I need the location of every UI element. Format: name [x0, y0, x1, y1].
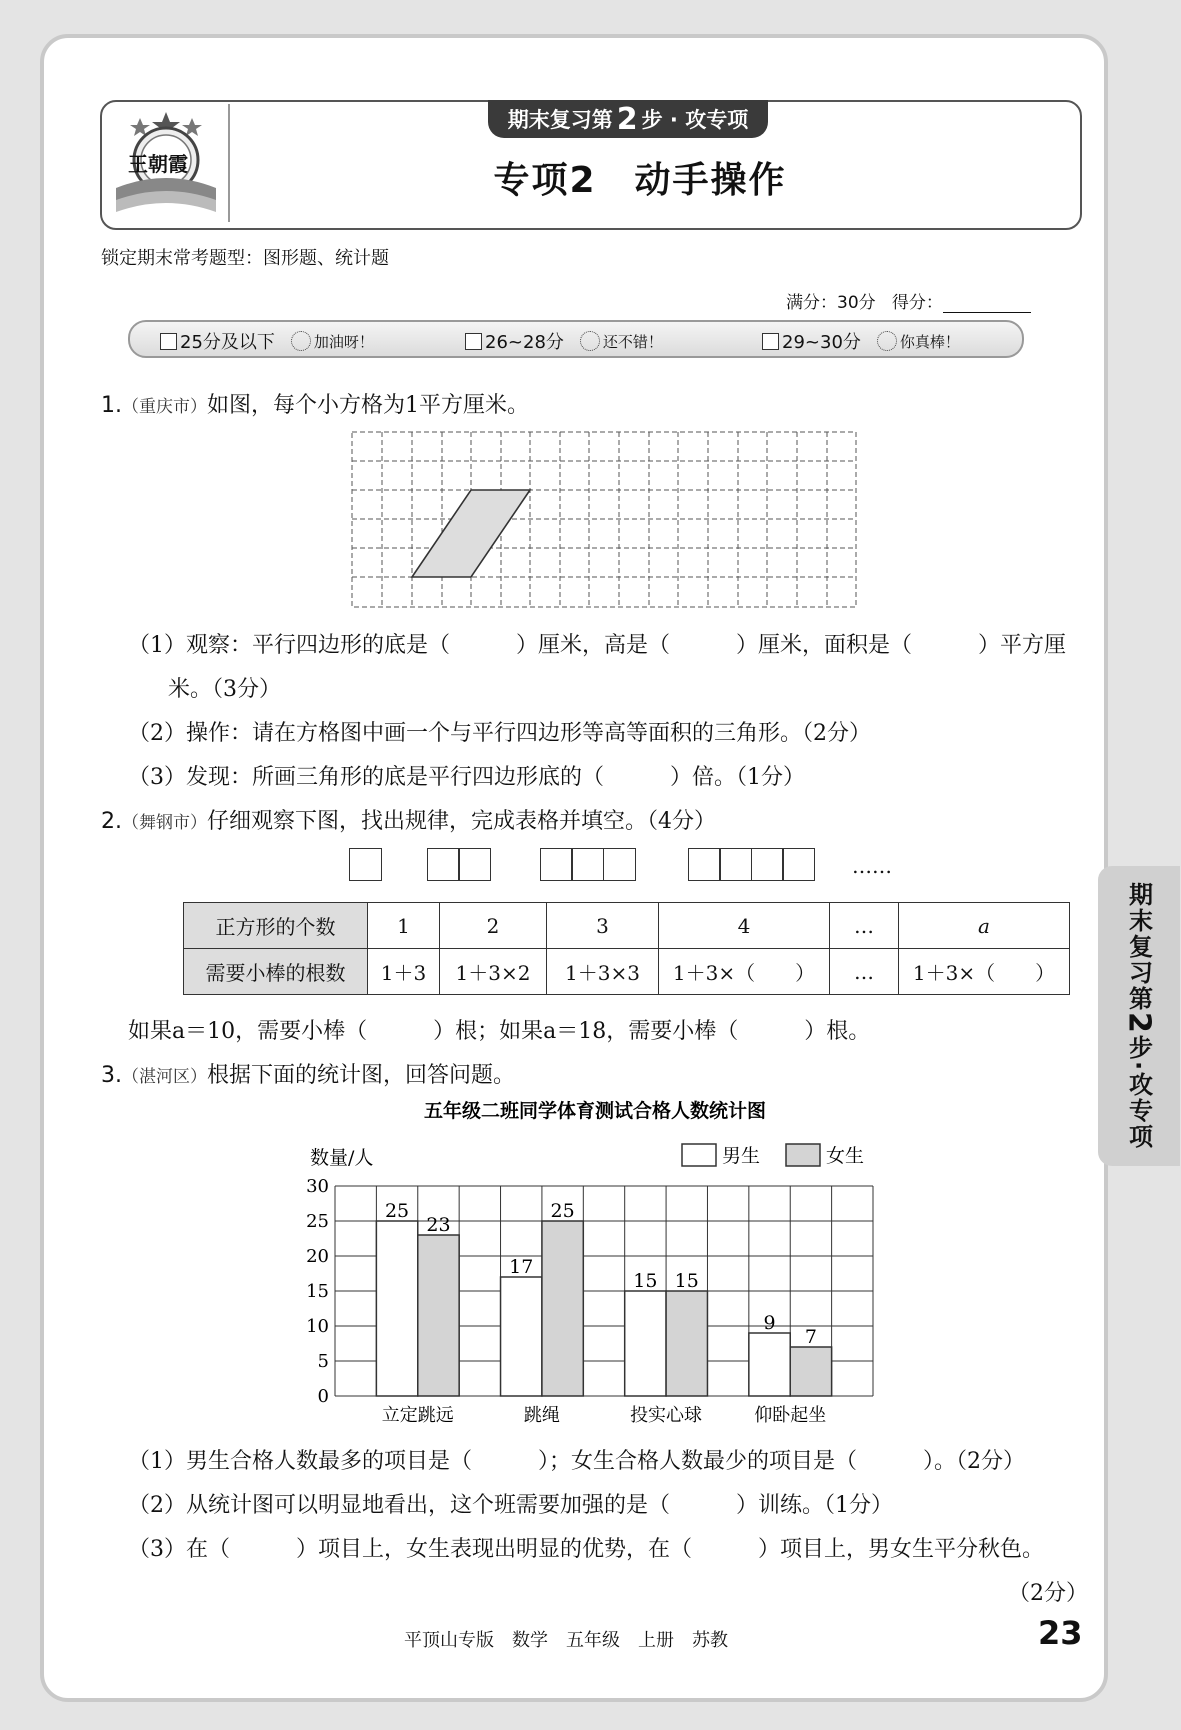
q3-number: 3. [101, 1063, 122, 1088]
table-cell: a [899, 903, 1070, 949]
q2-text: 仔细观察下图，找出规律，完成表格并填空。（4分） [207, 809, 716, 834]
table-cell-blank[interactable]: 1＋3×（ ） [659, 949, 830, 995]
table-cell: 1＋3 [368, 949, 440, 995]
eval-range: 26~28分 [485, 332, 564, 353]
square [540, 848, 573, 881]
eval-checkbox[interactable] [762, 333, 779, 350]
square [458, 848, 491, 881]
header-divider [228, 104, 230, 222]
score-line [786, 288, 1031, 313]
side-prefix: 期末复习第 [1124, 882, 1153, 1012]
footer: 平顶山专版 数学 五年级 上册 苏教 [404, 1630, 728, 1651]
eval-comment: 加油呀！ [313, 332, 374, 351]
eval-item [160, 328, 374, 354]
smiley-icon [877, 331, 897, 351]
q2-stem [101, 804, 716, 835]
step-number: 2 [616, 101, 638, 137]
bar-value-label: 17 [509, 1256, 534, 1278]
square [719, 848, 752, 881]
square [782, 848, 815, 881]
q2-number: 2. [101, 809, 122, 834]
eval-comment: 还不错！ [602, 332, 663, 351]
side-tab [1098, 866, 1180, 1166]
q3-part3-score: （2分） [1008, 1581, 1088, 1606]
page-number: 23 [1038, 1614, 1083, 1652]
logo-text: 王朝霞 [128, 152, 188, 176]
evaluation-bar [128, 320, 1024, 358]
side-number: 2 [1121, 1012, 1157, 1035]
legend-swatch-girls [786, 1144, 820, 1166]
y-tick-label: 15 [306, 1281, 329, 1302]
q3-part1[interactable]: （1）男生合格人数最多的项目是（ ）；女生合格人数最少的项目是（ ）。（2分） [128, 1449, 1025, 1474]
q1-number: 1. [101, 393, 122, 418]
y-axis-label: 数量/人 [310, 1147, 374, 1169]
y-tick-label: 0 [317, 1386, 329, 1407]
square [571, 848, 604, 881]
table-row [184, 949, 1070, 995]
bar-value-label: 9 [763, 1312, 776, 1334]
y-tick-label: 30 [306, 1176, 329, 1197]
x-category-label: 投实心球 [630, 1405, 703, 1426]
q2-source: （舞钢市） [122, 813, 207, 833]
eval-item [762, 328, 960, 354]
q1-part2: （2）操作：请在方格图中画一个与平行四边形等高等面积的三角形。（2分） [128, 721, 871, 746]
smiley-icon [291, 331, 311, 351]
q3-source: （湛河区） [122, 1067, 207, 1087]
square-pattern-3 [541, 848, 636, 882]
bar-value-label: 23 [426, 1214, 451, 1236]
bar-boys [501, 1277, 542, 1396]
y-tick-label: 5 [317, 1351, 329, 1372]
table-cell: 2 [440, 903, 547, 949]
bar-girls [790, 1347, 831, 1396]
square-pattern-1 [350, 848, 382, 882]
x-category-label: 仰卧起坐 [754, 1405, 827, 1426]
y-tick-label: 20 [306, 1246, 329, 1267]
grid-figure [350, 430, 860, 610]
table-cell: 1＋3×2 [440, 949, 547, 995]
bar-chart [290, 1092, 900, 1428]
step-suffix: 步 · 攻专项 [641, 108, 749, 132]
eval-checkbox[interactable] [465, 333, 482, 350]
score-blank[interactable] [943, 312, 1031, 313]
x-category-label: 跳绳 [523, 1405, 560, 1426]
legend-swatch-boys [682, 1144, 716, 1166]
row-header: 正方形的个数 [184, 903, 368, 949]
square-pattern-2 [428, 848, 491, 882]
bar-value-label: 15 [674, 1270, 699, 1292]
parallelogram [412, 490, 530, 577]
bar-value-label: 25 [550, 1200, 575, 1222]
page-title: 专项2 动手操作 [493, 160, 787, 201]
bar-boys [625, 1291, 666, 1396]
y-tick-label: 25 [306, 1211, 329, 1232]
score-label: 得分： [891, 293, 943, 313]
step-prefix: 期末复习第 [507, 108, 613, 132]
table-cell: 1＋3×3 [547, 949, 659, 995]
q2-fill[interactable]: 如果a＝10，需要小棒（ ）根；如果a＝18，需要小棒（ ）根。 [128, 1019, 871, 1044]
q1-text: 如图，每个小方格为1平方厘米。 [207, 393, 529, 418]
full-score: 满分：30分 [786, 293, 876, 313]
square [751, 848, 784, 881]
bar-boys [376, 1221, 417, 1396]
q3-part2[interactable]: （2）从统计图可以明显地看出，这个班需要加强的是（ ）训练。（1分） [128, 1493, 893, 1518]
q1-part3[interactable]: （3）发现：所画三角形的底是平行四边形底的（ ）倍。（1分） [128, 765, 805, 790]
q1-stem [101, 388, 529, 419]
bar-value-label: 7 [804, 1326, 817, 1348]
pattern-table [183, 902, 1070, 995]
q3-part3[interactable]: （3）在（ ）项目上，女生表现出明显的优势，在（ ）项目上，男女生平分秋色。 [128, 1537, 1045, 1562]
eval-range: 25分及以下 [180, 332, 275, 353]
row-header: 需要小棒的根数 [184, 949, 368, 995]
x-category-label: 立定跳远 [381, 1405, 454, 1426]
q3-stem [101, 1058, 515, 1089]
table-cell: 1 [368, 903, 440, 949]
eval-comment: 你真棒！ [899, 332, 960, 351]
publisher-logo [110, 108, 222, 218]
eval-checkbox[interactable] [160, 333, 177, 350]
table-cell: … [830, 949, 899, 995]
table-row [184, 903, 1070, 949]
legend-label: 男生 [722, 1145, 761, 1167]
square [603, 848, 636, 881]
y-tick-label: 10 [306, 1316, 329, 1337]
square [427, 848, 460, 881]
bar-girls [418, 1235, 459, 1396]
bar-value-label: 25 [384, 1200, 410, 1222]
subtitle: 锁定期末常考题型：图形题、统计题 [101, 248, 389, 269]
side-suffix: 步·攻专项 [1124, 1034, 1153, 1150]
bar-value-label: 15 [633, 1270, 658, 1292]
square-pattern-4 [689, 848, 815, 882]
table-cell: … [830, 903, 899, 949]
pattern-ellipsis: …… [852, 854, 892, 878]
eval-range: 29~30分 [782, 332, 861, 353]
table-cell-blank[interactable]: 1＋3×（ ） [899, 949, 1070, 995]
smiley-icon [580, 331, 600, 351]
q1-source: （重庆市） [122, 397, 207, 417]
q3-text: 根据下面的统计图，回答问题。 [207, 1063, 516, 1088]
step-tab [488, 100, 768, 138]
bar-girls [542, 1221, 583, 1396]
table-cell: 3 [547, 903, 659, 949]
q1-part1-cont: 米。（3分） [168, 677, 281, 702]
square [349, 848, 382, 881]
q1-part1[interactable]: （1）观察：平行四边形的底是（ ）厘米，高是（ ）厘米，面积是（ ）平方厘 [128, 633, 1067, 658]
legend-label: 女生 [826, 1145, 865, 1167]
table-cell: 4 [659, 903, 830, 949]
bar-girls [666, 1291, 707, 1396]
square [688, 848, 721, 881]
bar-boys [749, 1333, 790, 1396]
chart-title: 五年级二班同学体育测试合格人数统计图 [423, 1100, 767, 1122]
eval-item [465, 328, 663, 354]
